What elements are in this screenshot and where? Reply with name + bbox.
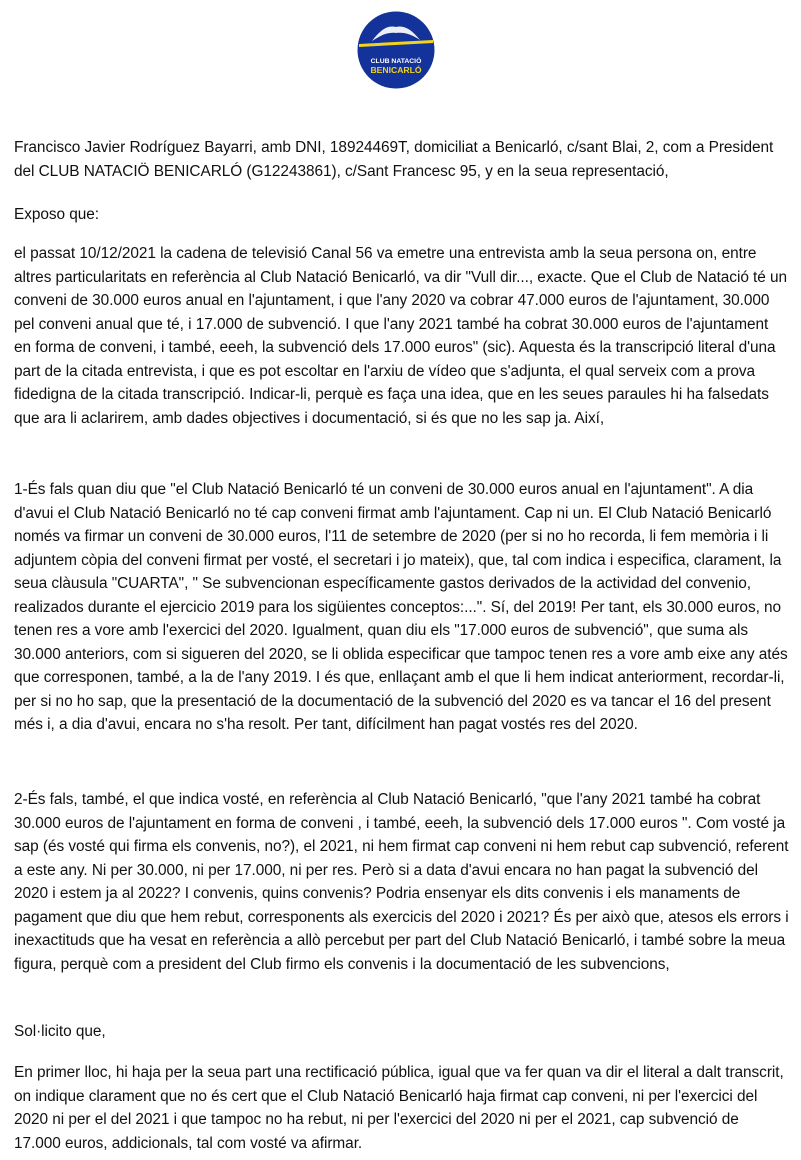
logo-circle xyxy=(358,12,435,89)
solicito-heading: Sol·licito que, xyxy=(14,1023,106,1040)
logo-text-club: CLUB NATACIÓ xyxy=(370,58,422,65)
club-natacio-logo xyxy=(357,11,435,89)
exposo-heading: Exposo que: xyxy=(14,206,100,223)
point-2-paragraph: 2-És fals, també, el que indica vosté, en referència al Club Natació Benicarló, "que l'any 2021 també ha cobrat 30.000 euros de l'ajuntament en forma de conveni , i també, eeeh, la subvenció dels 17.000 euros ". Com vosté ja sap (és vosté qui firma els convenis, no?), el 2021, ni hem firmat cap conveni ni hem rebut cap subvenció, referent a este any. Ni per 30.000, ni per 17.000, ni per res. Però si a data d'avui encara no han pagat la subvenció del 2020 i estem ja al 2022? I convenis, quins convenis? Podria ensenyar els dits convenis i els manaments de pagament que diu que hem rebut, corresponents als exercicis del 2020 i 2021? És per això que, atesos els errors i inexactituds que ha vesat en referència a allò percebut per part del Club Natació Benicarló, i també sobre la meua figura, perquè com a president del Club firmo els convenis i la documentació de les subvencions, xyxy=(14,791,789,973)
interview-paragraph: el passat 10/12/2021 la cadena de televisió Canal 56 va emetre una entrevista amb la seua persona on, entre altres particularitats en referència al Club Natació Benicarló, va dir "Vull dir..., exacte. Que el Club de Natació té un conveni de 30.000 euros anual en l'ajuntament, i que l'any 2020 va cobrar 47.000 euros de l'ajuntament, 30.000 pel conveni anual que té, i 17.000 de subvenció. I que l'any 2021 també ha cobrat 30.000 euros de l'ajuntament en forma de conveni, i també, eeeh, la subvenció dels 17.000 euros" (sic). Aquesta és la transcripció literal d'una part de la citada entrevista, i que es pot escoltar en l'arxiu de vídeo que s'adjunta, el qual serveix com a prova fidedigna de la citada transcripció. Indicar-li, perquè es faça una idea, que en les seues paraules hi ha falsedats que ara li aclarirem, amb dades objectives i documentació, si és que no les sap ja. Així, xyxy=(14,245,788,427)
intro-paragraph: Francisco Javier Rodríguez Bayarri, amb DNI, 18924469T, domiciliat a Benicarló, c/sant Blai, 2, com a President del CLUB NATACIÖ BENICARLÓ (G12243861), c/Sant Francesc 95, y en la seua representació, xyxy=(14,139,774,180)
request-paragraph: En primer lloc, hi haja per la seua part una rectificació pública, igual que va fer quan va dir el literal a dalt transcrit, on indique clarament que no és cert que el Club Natació Benicarló haja firmat cap conveni, ni per l'exercici del 2020 ni per el del 2021 i que tampoc no ha rebut, ni per l'exercici del 2020 ni per el 2021, cap subvenció de 17.000 euros, addicionals, tal com vosté va afirmar. xyxy=(14,1064,784,1152)
logo-text-benicarlo: BENICARLÓ xyxy=(370,65,422,75)
point-1-paragraph: 1-És fals quan diu que "el Club Natació Benicarló té un conveni de 30.000 euros anual en l'ajuntament". A dia d'avui el Club Natació Benicarló no té cap conveni firmat amb l'ajuntament. Cap ni un. El Club Natació Benicarló només va firmar un conveni de 30.000 euros, l'11 de setembre de 2020 (per si no ho recorda, li fem memòria i li adjuntem còpia del conveni firmat per vosté, el secretari i jo mateix), que, tal com indica i especifica, clarament, la seua clàusula "CUARTA", " Se subvencionan específicamente gastos derivados de la actividad del convenio, realizados durante el ejercicio 2019 para los sigüientes conceptos:...". Sí, del 2019! Per tant, els 30.000 euros, no tenen res a vore amb l'exercici del 2020. Igualment, quan diu els "17.000 euros de subvenció", que suma als 30.000 anteriors, com si sigueren del 2020, se li oblida especificar que tampoc tenen res a vore amb eixe any atés que corresponen, també, a la de l'any 2019. I és que, enllaçant amb el que li hem indicat anteriorment, recordar-li, per si no ho sap, que la presentació de la documentació de la subvenció del 2020 es va tancar el 16 del present més i, a dia d'avui, encara no s'ha resolt. Per tant, difícilment han pagat vostés res del 2020. xyxy=(14,481,788,733)
